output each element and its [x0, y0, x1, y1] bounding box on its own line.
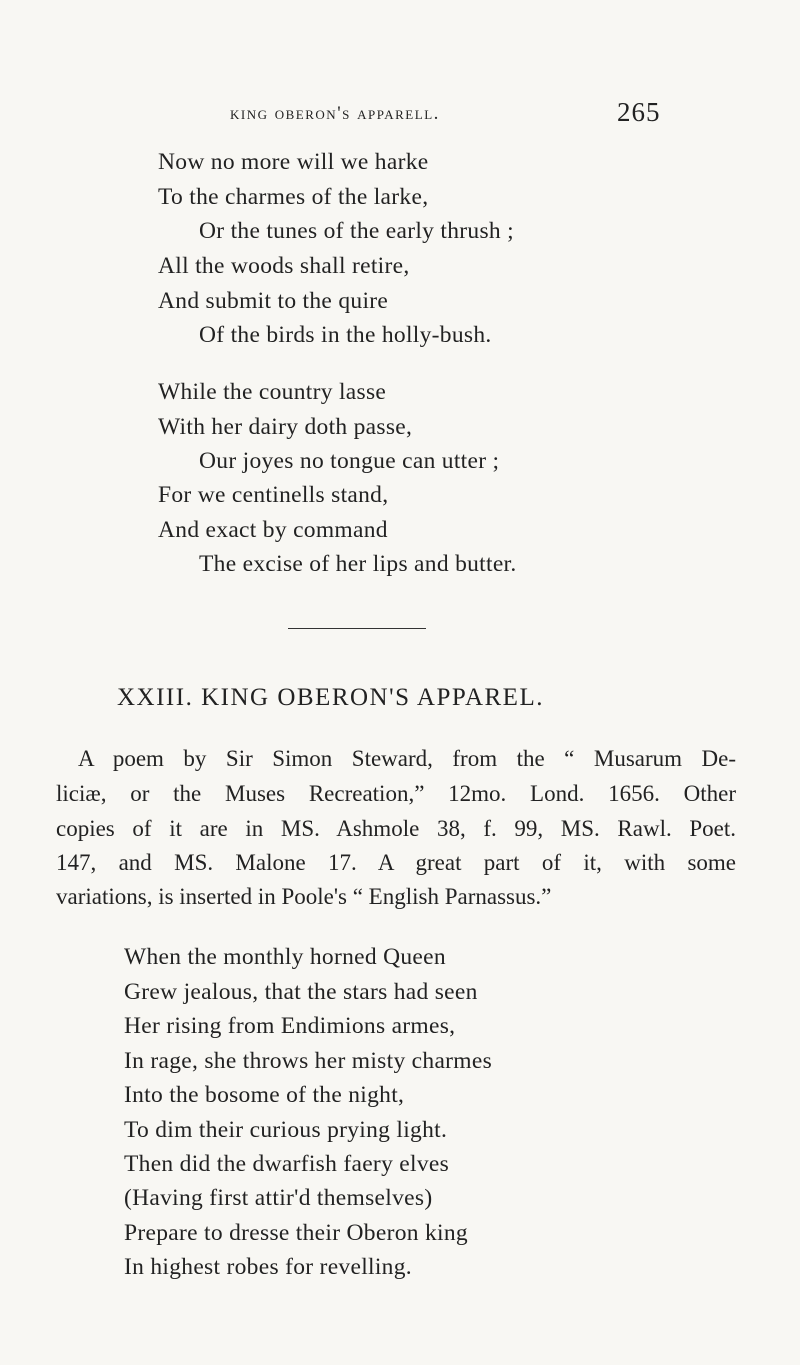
verse-line: Or the tunes of the early thrush ; — [199, 218, 514, 244]
verse-line: For we centinells stand, — [158, 482, 389, 508]
verse-line: When the monthly horned Queen — [124, 944, 446, 970]
verse-line: Into the bosome of the night, — [124, 1082, 405, 1108]
verse-line: In highest robes for revelling. — [124, 1254, 412, 1280]
verse-line: And exact by command — [158, 517, 388, 543]
verse-line: (Having first attir'd themselves) — [124, 1185, 433, 1211]
verse-line: To dim their curious prying light. — [124, 1117, 448, 1143]
running-head — [0, 97, 800, 133]
page-number: 265 — [617, 97, 661, 127]
verse-line: While the country lasse — [158, 379, 387, 405]
paragraph-line: A poem by Sir Simon Steward, from the “ Musarum De- — [78, 746, 736, 771]
verse-line: With her dairy doth passe, — [158, 414, 413, 440]
section-heading: XXIII. KING OBERON'S APPAREL. — [117, 684, 544, 711]
verse-line: Grew jealous, that the stars had seen — [124, 979, 478, 1005]
running-head-title: king oberon's apparell. — [230, 103, 440, 124]
section-divider-rule — [288, 628, 426, 629]
verse-line: All the woods shall retire, — [158, 253, 410, 279]
verse-line: The excise of her lips and butter. — [199, 551, 517, 577]
verse-line: And submit to the quire — [158, 288, 389, 314]
verse-line: Our joyes no tongue can utter ; — [199, 448, 500, 474]
paragraph-line: variations, is inserted in Poole's “ English Parnassus.” — [56, 884, 552, 909]
paragraph-line: copies of it are in MS. Ashmole 38, f. 99, MS. Rawl. Poet. — [56, 816, 736, 841]
verse-line: Of the birds in the holly-bush. — [199, 322, 492, 348]
verse-line: Prepare to dresse their Oberon king — [124, 1220, 468, 1246]
paragraph-line: liciæ, or the Muses Recreation,” 12mo. Lond. 1656. Other — [56, 781, 736, 806]
verse-line: Her rising from Endimions armes, — [124, 1013, 456, 1039]
verse-line: Now no more will we harke — [158, 149, 429, 175]
verse-line: In rage, she throws her misty charmes — [124, 1048, 493, 1074]
verse-line: Then did the dwarfish faery elves — [124, 1151, 450, 1177]
verse-line: To the charmes of the larke, — [158, 184, 429, 210]
paragraph-line: 147, and MS. Malone 17. A great part of it, with some — [56, 850, 736, 875]
